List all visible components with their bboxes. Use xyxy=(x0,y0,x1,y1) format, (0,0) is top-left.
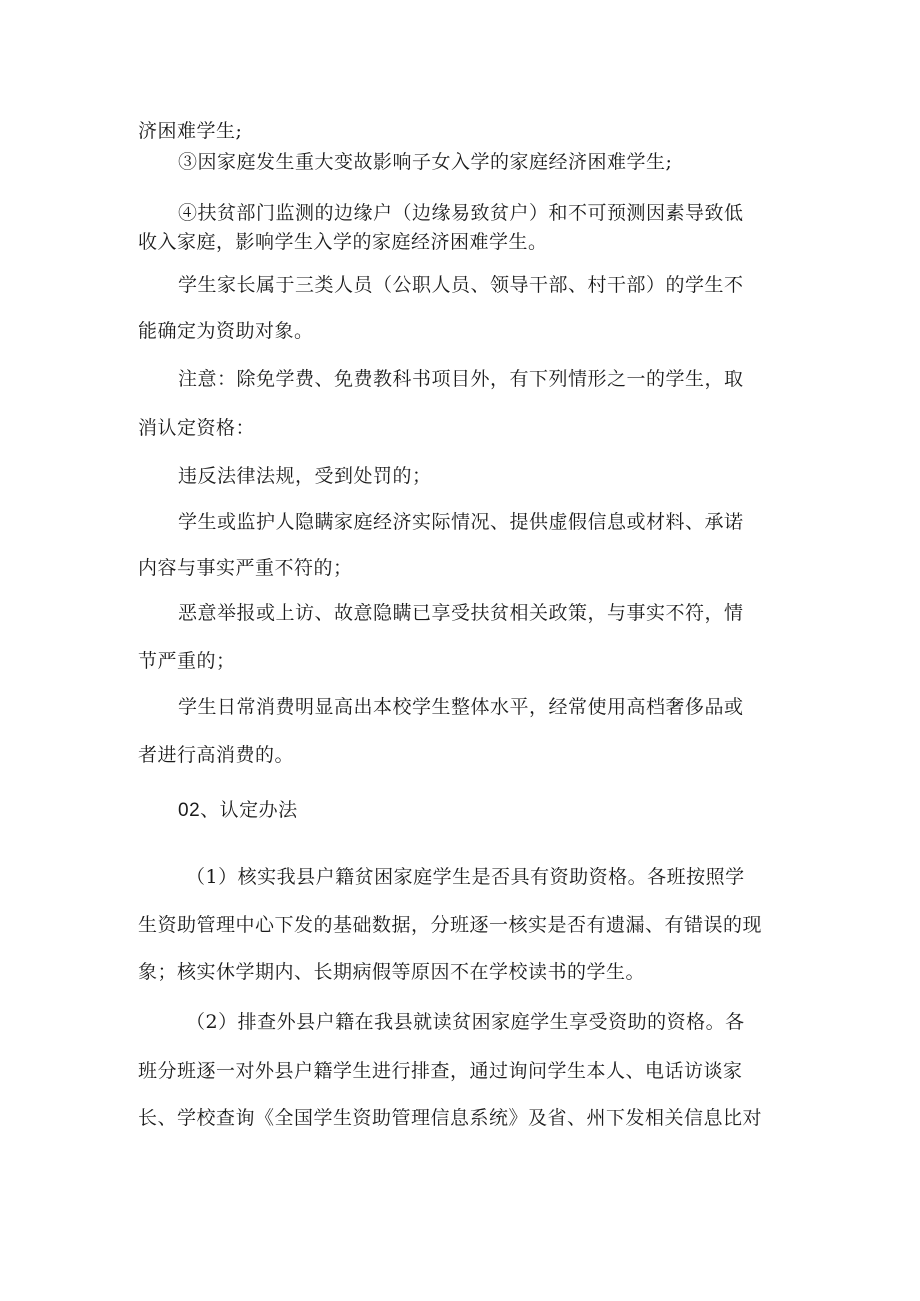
text-line: 收入家庭，影响学生入学的家庭经济困难学生。 xyxy=(138,231,548,253)
text-line: 恶意举报或上访、故意隐瞒已享受扶贫相关政策，与事实不符，情 xyxy=(178,602,744,624)
text-line: ③因家庭发生重大变故影响子女入学的家庭经济困难学生; xyxy=(178,151,673,173)
text-line: 济困难学生; xyxy=(138,120,243,142)
text-line: 生资助管理中心下发的基础数据，分班逐一核实是否有遗漏、有错误的现 xyxy=(138,914,763,936)
text-line: 象；核实休学期内、长期病假等原因不在学校读书的学生。 xyxy=(138,961,646,983)
text-line: 学生或监护人隐瞒家庭经济实际情况、提供虚假信息或材料、承诺 xyxy=(178,511,744,533)
text-line: 注意：除免学费、免费教科书项目外，有下列情形之一的学生，取 xyxy=(178,368,744,390)
text-line: 违反法律法规，受到处罚的； xyxy=(178,465,432,487)
text-line: 内容与事实严重不符的； xyxy=(138,557,353,579)
text-line: 能确定为资助对象。 xyxy=(138,320,314,342)
text-line: （1）核实我县户籍贫困家庭学生是否具有资助资格。各班按照学 xyxy=(186,866,745,888)
text-line: 长、学校查询《全国学生资助管理信息系统》及省、州下发相关信息比对 xyxy=(138,1107,763,1129)
text-line: （2）排查外县户籍在我县就读贫困家庭学生享受资助的资格。各 xyxy=(186,1011,745,1033)
text-line: 学生日常消费明显高出本校学生整体水平，经常使用高档奢侈品或 xyxy=(178,696,744,718)
text-line: 者进行高消费的。 xyxy=(138,744,295,766)
text-line: 班分班逐一对外县户籍学生进行排查，通过询问学生本人、电话访谈家 xyxy=(138,1060,743,1082)
text-line: 学生家长属于三类人员（公职人员、领导干部、村干部）的学生不 xyxy=(178,274,744,296)
section-heading: 02、认定办法 xyxy=(178,800,298,821)
text-line: 消认定资格： xyxy=(138,417,256,439)
text-line: 节严重的； xyxy=(138,650,236,672)
text-line: ④扶贫部门监测的边缘户（边缘易致贫户）和不可预测因素导致低 xyxy=(178,202,744,224)
